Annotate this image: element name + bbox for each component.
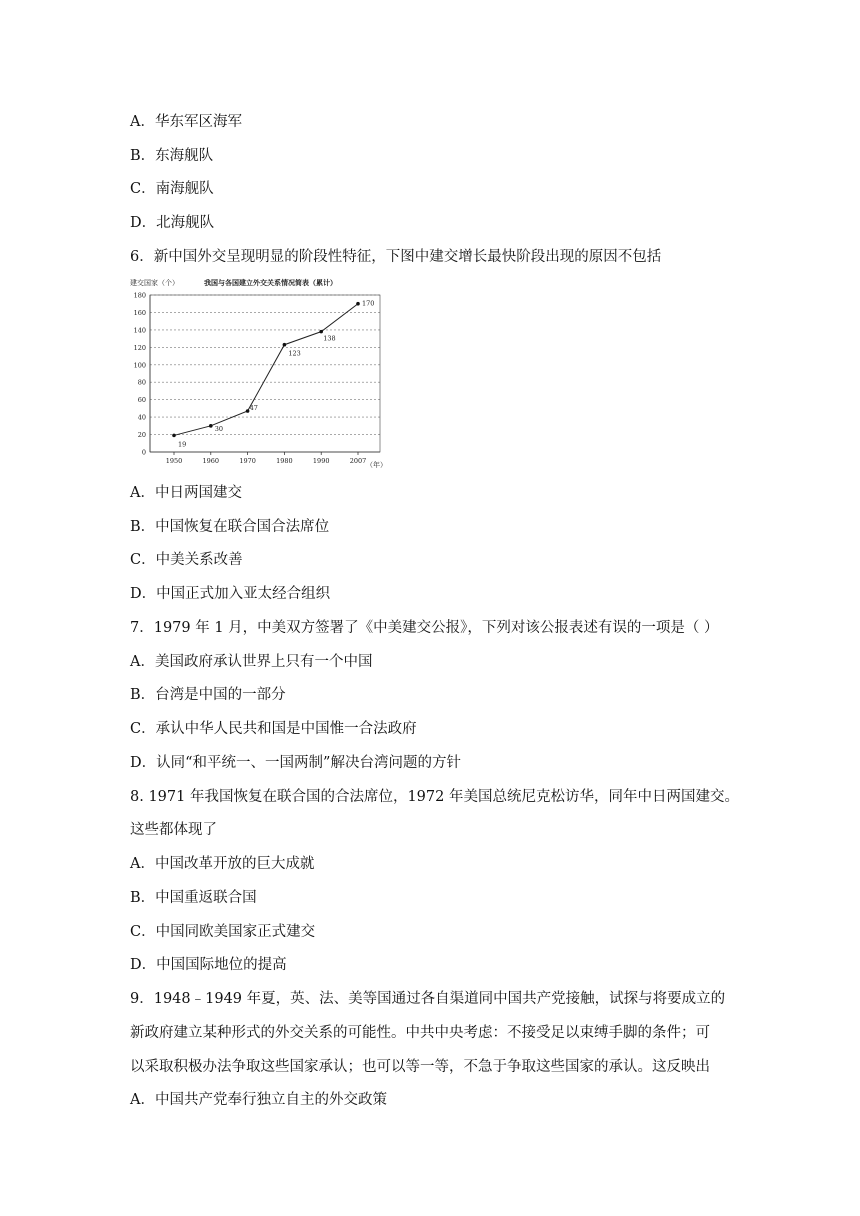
chart-axes	[134, 292, 380, 466]
data-label: 30	[214, 424, 224, 433]
data-point	[172, 434, 176, 438]
q8-stem-line2: 这些都体现了	[130, 822, 217, 838]
chart-series	[172, 300, 374, 449]
chart-grid	[150, 295, 380, 435]
chart-title: 我国与各国建立外交关系情况简表（累计）	[204, 278, 337, 287]
x-tick-label: 1970	[239, 457, 256, 465]
y-tick-label: 0	[141, 448, 146, 457]
q7-stem: 7．1979 年 1 月，中美双方签署了《中美建交公报》，下列对该公报表述有误的一项是（ ）	[130, 620, 719, 636]
data-label: 47	[249, 404, 258, 413]
q6-option-d: D．中国正式加入亚太经合组织	[130, 586, 331, 602]
x-tick-label: 1960	[202, 457, 220, 465]
chart-xlabel: （年）	[366, 461, 387, 469]
q6-option-a: A．中日两国建交	[130, 485, 242, 501]
data-label: 19	[178, 440, 187, 449]
q8-stem-line1: 8. 1971 年我国恢复在联合国的合法席位，1972 年美国总统尼克松访华，同年中日两国建交。	[130, 789, 739, 805]
y-tick-label: 20	[137, 431, 146, 440]
q5-option-b: B．东海舰队	[130, 148, 214, 164]
data-label: 138	[323, 334, 336, 343]
x-tick-label: 2007	[349, 457, 367, 465]
y-tick-label: 180	[133, 291, 146, 300]
q5-option-c: C．南海舰队	[130, 181, 214, 197]
q9-option-a: A．中国共产党奉行独立自主的外交政策	[130, 1092, 387, 1108]
x-tick-label: 1990	[312, 457, 330, 465]
data-label: 170	[362, 299, 375, 308]
q9-stem-line1: 9．1948﹣1949 年夏，英、法、美等国通过各自渠道同中国共产党接触，试探与将要成立的	[130, 991, 726, 1007]
y-tick-label: 160	[133, 308, 146, 317]
q8-option-b: B．中国重返联合国	[130, 890, 257, 906]
y-tick-label: 60	[137, 396, 146, 405]
plot-frame	[150, 295, 380, 452]
diplomatic-relations-chart	[128, 274, 390, 470]
y-tick-label: 100	[133, 361, 146, 370]
x-tick-label: 1980	[276, 457, 293, 465]
y-tick-label: 120	[133, 343, 146, 352]
q7-option-c: C．承认中华人民共和国是中国惟一合法政府	[130, 721, 417, 737]
data-point	[356, 302, 360, 306]
q8-option-c: C．中国同欧美国家正式建交	[130, 924, 316, 940]
q5-option-a: A．华东军区海军	[130, 114, 242, 130]
data-point	[319, 330, 323, 334]
y-tick-label: 80	[137, 378, 146, 387]
q6-option-b: B．中国恢复在联合国合法席位	[130, 519, 330, 535]
series-line	[174, 304, 358, 436]
y-tick-label: 40	[137, 413, 146, 422]
q9-stem-line2: 新政府建立某种形式的外交关系的可能性。中共中央考虑：不接受足以束缚手脚的条件；可	[130, 1025, 710, 1041]
q8-option-a: A．中国改革开放的巨大成就	[130, 856, 315, 872]
data-label: 123	[288, 349, 301, 358]
q7-option-b: B．台湾是中国的一部分	[130, 687, 286, 703]
q6-stem: 6．新中国外交呈现明显的阶段性特征，下图中建交增长最快阶段出现的原因不包括	[130, 249, 662, 265]
y-tick-label: 140	[133, 326, 146, 335]
q6-option-c: C．中美关系改善	[130, 552, 243, 568]
x-tick-label: 1950	[165, 457, 183, 465]
q7-option-d: D．认同“和平统一、一国两制”解决台湾问题的方针	[130, 755, 461, 771]
chart-ylabel: 建交国家（个）	[130, 279, 179, 287]
q7-option-a: A．美国政府承认世界上只有一个中国	[130, 654, 373, 670]
q9-stem-line3: 以采取积极办法争取这些国家承认；也可以等一等，不急于争取这些国家的承认。这反映出	[130, 1059, 710, 1075]
q8-option-d: D．中国国际地位的提高	[130, 957, 287, 973]
q5-option-d: D．北海舰队	[130, 215, 215, 231]
data-point	[209, 424, 213, 428]
data-point	[283, 343, 287, 347]
